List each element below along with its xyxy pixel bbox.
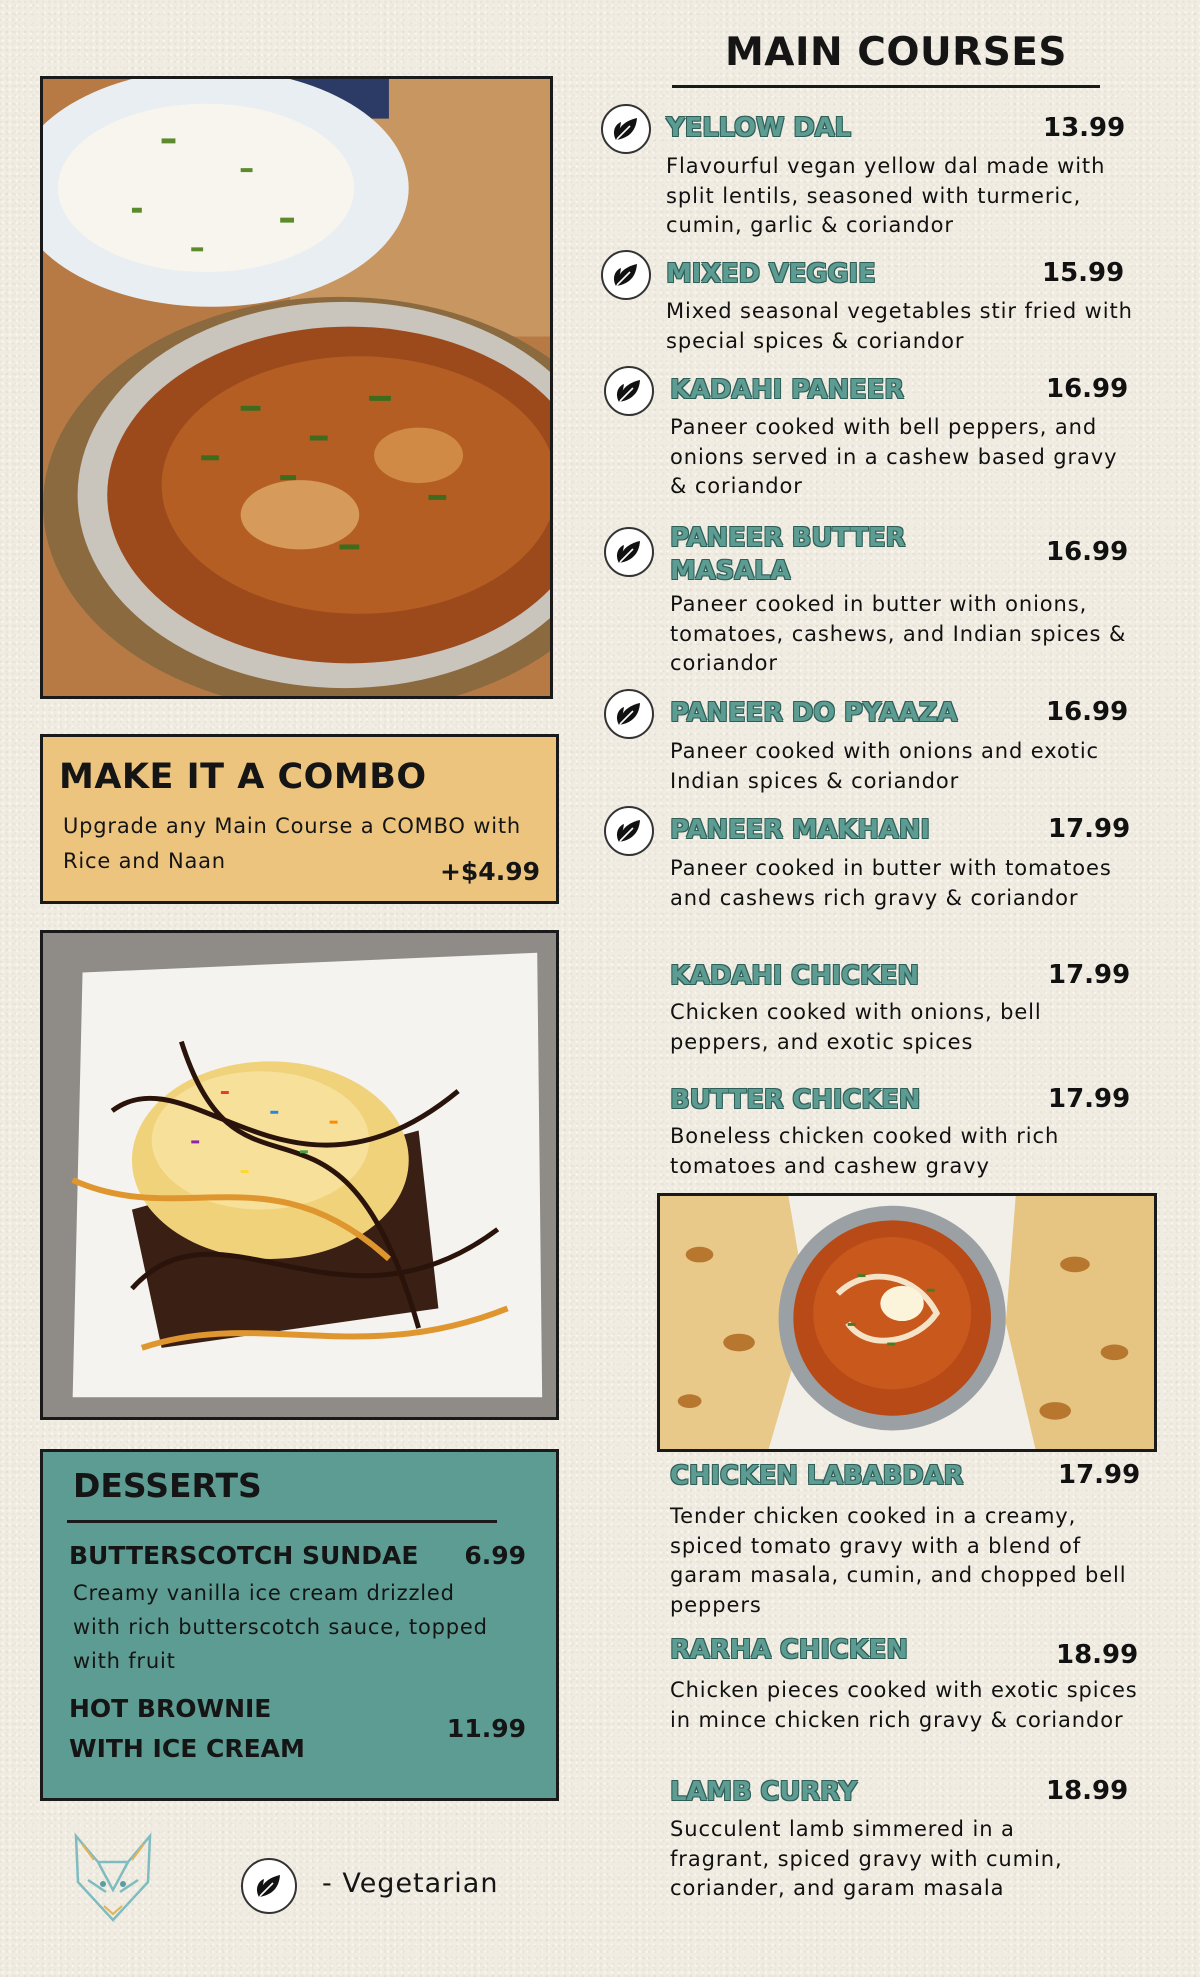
curry-rice-photo [40,76,553,699]
menu-item-name: YELLOW DAL [666,113,851,143]
menu-item-name: PANEER BUTTER MASALA [670,523,906,586]
menu-item-name: MIXED VEGGIE [666,259,876,289]
fox-logo [68,1832,158,1924]
vegetarian-badge [604,366,654,416]
menu-item-name: PANEER MAKHANI [670,815,930,845]
desserts-title: DESSERTS [73,1466,262,1505]
vegetarian-badge [604,527,654,577]
menu-item-description: Flavourful vegan yellow dal made with split lentils, seasoned with turmeric, cumin, garlic & coriandor [666,154,1106,237]
main-courses-title: MAIN COURSES [725,30,1068,75]
vegetarian-legend-text: - Vegetarian [322,1868,499,1899]
menu-item-description: Boneless chicken cooked with rich tomatoes and cashew gravy [670,1124,1060,1178]
menu-item-price: 15.99 [1042,258,1125,288]
menu-item-price: 18.99 [1056,1640,1139,1670]
menu-item-description: Mixed seasonal vegetables stir fried with special spices & coriandor [666,299,1133,353]
leaf-icon [616,378,642,404]
main-courses-divider [672,85,1100,88]
dessert-name-line: HOT BROWNIE [69,1694,272,1723]
dessert-description: Creamy vanilla ice cream drizzled with rich butterscotch sauce, topped with fruit [73,1581,488,1673]
brownie-sundae-photo [40,930,559,1420]
vegetarian-badge [604,806,654,856]
dessert-price: 6.99 [464,1541,526,1570]
menu-item-description: Paneer cooked with onions and exotic Indian spices & coriandor [670,739,1100,793]
menu-item-price: 17.99 [1058,1460,1141,1490]
leaf-icon [613,262,639,288]
menu-item-price: 18.99 [1046,1776,1129,1806]
leaf-icon [256,1873,282,1899]
menu-item-description: Paneer cooked with bell peppers, and onions served in a cashew based gravy & coriandor [670,415,1118,498]
menu-item-name: CHICKEN LABABDAR [670,1461,964,1491]
combo-description: Upgrade any Main Course a COMBO with Rice and Naan [63,814,521,873]
menu-item-name: BUTTER CHICKEN [670,1085,921,1115]
menu-item-price: 17.99 [1048,960,1131,990]
menu-item-description: Chicken pieces cooked with exotic spices in mince chicken rich gravy & coriandor [670,1678,1138,1732]
menu-item-name: RARHA CHICKEN [670,1635,908,1665]
combo-box [40,734,559,904]
menu-item-price: 17.99 [1048,814,1131,844]
leaf-icon [616,701,642,727]
vegetarian-badge [604,689,654,739]
dessert-name-line: WITH ICE CREAM [69,1734,305,1763]
vegetarian-badge [601,250,651,300]
leaf-icon [613,116,639,142]
butter-chicken-naan-photo [657,1193,1157,1452]
combo-price: +$4.99 [439,857,540,886]
leaf-icon [616,539,642,565]
desserts-box [40,1449,559,1801]
menu-item-description: Succulent lamb simmered in a fragrant, spiced gravy with cumin, coriander, and garam masala [670,1817,1063,1900]
desserts-divider [67,1520,497,1523]
dessert-price: 11.99 [446,1714,526,1743]
menu-item-description: Paneer cooked in butter with onions, tomatoes, cashews, and Indian spices & coriandor [670,592,1127,675]
menu-item-name: PANEER DO PYAAZA [670,698,958,728]
menu-item-price: 17.99 [1048,1084,1131,1114]
menu-item-name: LAMB CURRY [670,1777,858,1807]
menu-item-description: Paneer cooked in butter with tomatoes and cashews rich gravy & coriandor [670,856,1112,910]
dessert-name [69,1689,305,1769]
leaf-icon [616,818,642,844]
menu-item-name: KADAHI PANEER [670,375,904,405]
menu-item-price: 16.99 [1046,697,1129,727]
menu-item-description: Chicken cooked with onions, bell peppers, and exotic spices [670,1000,1042,1054]
menu-item-description: Tender chicken cooked in a creamy, spiced tomato gravy with a blend of garam masala, cumin, and chopped bell peppers [670,1504,1127,1617]
menu-item-price: 13.99 [1043,113,1126,143]
vegetarian-badge [601,104,651,154]
dessert-name: BUTTERSCOTCH SUNDAE [69,1541,419,1570]
menu-item-name: KADAHI CHICKEN [670,961,919,991]
combo-title: MAKE IT A COMBO [59,757,427,797]
menu-item-price: 16.99 [1046,374,1129,404]
vegetarian-legend-badge [241,1858,297,1914]
menu-item-price: 16.99 [1046,537,1129,567]
